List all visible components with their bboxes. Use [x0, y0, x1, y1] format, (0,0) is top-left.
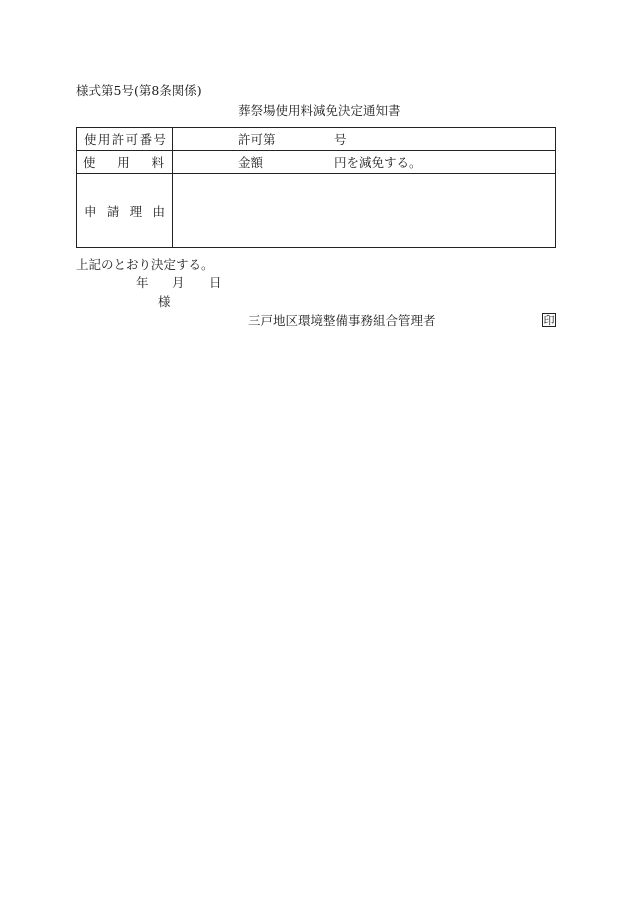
date-year: 年 — [136, 275, 149, 290]
reason-label-char: 申 — [84, 203, 97, 219]
fee-label-char: 使 — [83, 155, 96, 170]
permit-label-char: 使 — [84, 132, 97, 147]
reason-label — [77, 174, 173, 248]
permit-suffix: 号 — [334, 132, 347, 147]
reason-row — [77, 174, 556, 248]
closing-statement: 上記のとおり決定する。 — [76, 257, 214, 272]
permit-number-value — [173, 128, 556, 151]
permit-number-row — [77, 128, 556, 151]
date-month: 月 — [172, 275, 185, 290]
permit-number-label — [77, 128, 173, 151]
permit-label-char: 許 — [111, 132, 125, 147]
reason-label-char: 請 — [106, 203, 120, 219]
notice-table — [76, 127, 556, 248]
fee-label-char: 料 — [151, 155, 164, 170]
reason-label-char: 由 — [152, 203, 165, 219]
permit-label-char: 号 — [153, 132, 166, 147]
form-number: 様式第5号(第8条関係) — [76, 83, 202, 98]
amount-label: 金額 — [238, 155, 264, 170]
reason-value — [173, 174, 556, 248]
seal-mark: 印 — [543, 313, 555, 327]
permit-label-char: 番 — [139, 132, 153, 147]
fee-row — [77, 151, 556, 174]
permit-label-char: 用 — [97, 132, 111, 147]
document-title: 葬祭場使用料減免決定通知書 — [238, 103, 401, 118]
fee-label — [77, 151, 173, 174]
date-day: 日 — [209, 275, 222, 290]
recipient-honorific: 様 — [158, 294, 171, 309]
amount-suffix: 円を減免する。 — [334, 155, 422, 170]
issuer-name: 三戸地区環境整備事務組合管理者 — [248, 313, 436, 328]
reason-label-char: 理 — [129, 203, 143, 219]
permit-label-char: 可 — [125, 132, 139, 147]
permit-prefix: 許可第 — [238, 132, 276, 147]
fee-label-char: 用 — [117, 155, 130, 170]
fee-value — [173, 151, 556, 174]
